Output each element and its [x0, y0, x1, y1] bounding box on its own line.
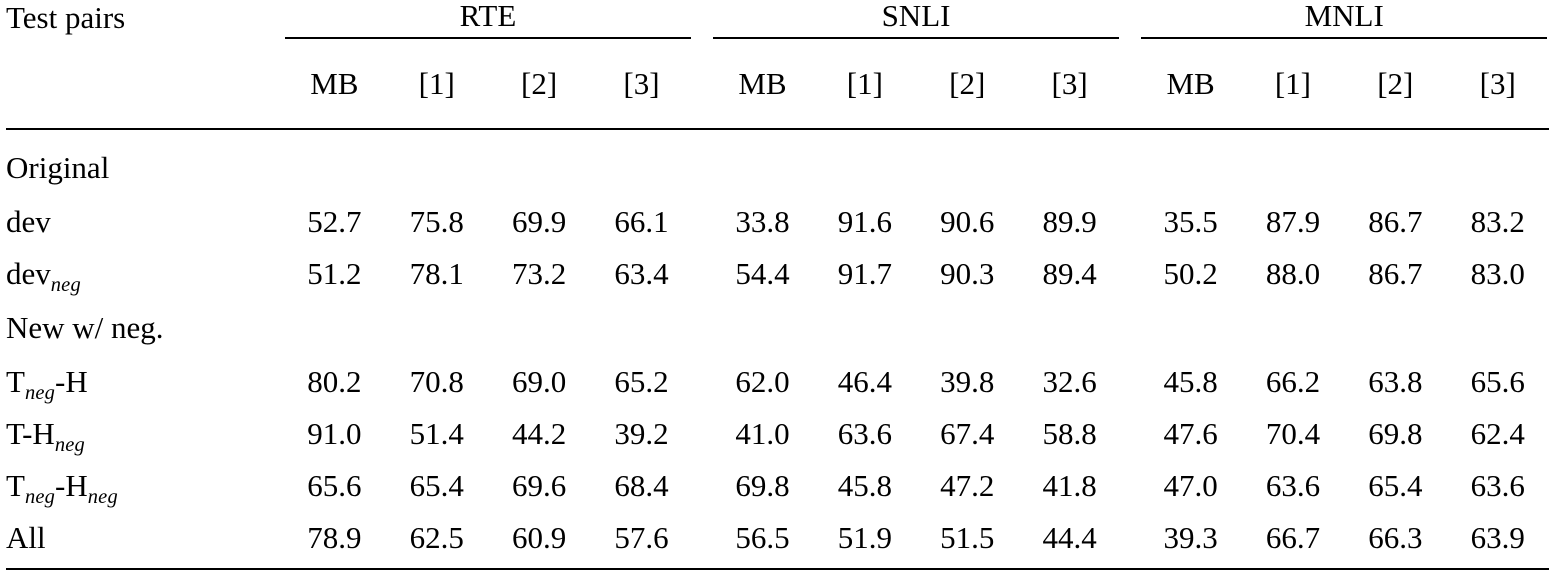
row-gap: [693, 200, 712, 252]
table-cell: 54.4: [735, 256, 790, 291]
column-header-mnli-1: [1]: [1274, 66, 1312, 101]
group-header-snli: [711, 0, 1121, 54]
group-label-snli: SNLI: [881, 0, 951, 33]
row-label: $T-H_{neg}$: [6, 416, 85, 457]
table-cell: 45.8: [837, 468, 892, 503]
table-section-row: [6, 304, 1549, 360]
row-gap: [1121, 464, 1140, 516]
table-cell: 70.4: [1265, 416, 1321, 451]
table-cell: 69.9: [511, 204, 567, 239]
table-cell: 86.7: [1368, 204, 1423, 239]
table-cell: 63.6: [1470, 468, 1525, 503]
table-cell: 90.6: [940, 204, 995, 239]
table-cell: 86.7: [1368, 256, 1423, 291]
table-cell: 83.2: [1470, 204, 1525, 239]
table-cell: 65.4: [1368, 468, 1423, 503]
table-cell: 58.8: [1042, 416, 1097, 451]
table-cell: 51.5: [940, 520, 995, 555]
group-rule-snli: [713, 37, 1119, 39]
group-header-mnli: [1139, 0, 1549, 54]
table-row: [6, 412, 1549, 464]
table-section-row: [6, 144, 1549, 200]
group-label-rte: RTE: [459, 0, 517, 33]
table-cell: 33.8: [735, 204, 790, 239]
group-label-mnli: MNLI: [1304, 0, 1384, 33]
table-cell: 69.8: [735, 468, 790, 503]
table-row: [6, 516, 1549, 569]
table-cell: 65.4: [409, 468, 464, 503]
section-label: Original: [6, 150, 110, 185]
table-cell: 63.9: [1470, 520, 1525, 555]
table-row: [6, 252, 1549, 304]
table-cell: 60.9: [511, 520, 567, 555]
column-header-mnli-3: [3]: [1479, 66, 1516, 101]
table-cell: 47.0: [1163, 468, 1218, 503]
group-header-row: [6, 0, 1549, 54]
group-gap-1: [693, 0, 712, 54]
table-cell: 78.1: [409, 256, 464, 291]
table-cell: 75.8: [409, 204, 464, 239]
table-cell: 51.9: [837, 520, 892, 555]
row-label: dev$_{neg}$: [6, 256, 81, 297]
table-cell: 46.4: [837, 364, 892, 399]
column-header-row: [6, 54, 1549, 129]
column-header-mnli-2: [2]: [1377, 66, 1414, 101]
column-header-rte-mb: MB: [310, 66, 359, 101]
column-header-mnli-mb: MB: [1166, 66, 1215, 101]
table-row: [6, 360, 1549, 412]
table-cell: 35.5: [1163, 204, 1218, 239]
column-header-snli-3: [3]: [1051, 66, 1088, 101]
table-cell: 52.7: [307, 204, 362, 239]
table-cell: 69.8: [1368, 416, 1423, 451]
row-gap: [693, 252, 712, 304]
table-cell: 66.3: [1368, 520, 1423, 555]
row-label: All: [6, 520, 46, 555]
table-cell: 39.8: [940, 364, 995, 399]
table-cell: 67.4: [940, 416, 995, 451]
table-cell: 39.2: [614, 416, 669, 451]
table-cell: 45.8: [1163, 364, 1218, 399]
row-gap: [693, 412, 712, 464]
table-cell: 63.8: [1368, 364, 1423, 399]
table-cell: 44.4: [1042, 520, 1097, 555]
group-rule-rte: [285, 37, 691, 39]
group-rule-mnli: [1141, 37, 1547, 39]
table-row: [6, 200, 1549, 252]
column-header-snli-1: [1]: [846, 66, 883, 101]
section-label: New w/ neg.: [6, 310, 164, 345]
table-cell: 70.8: [409, 364, 464, 399]
table-cell: 80.2: [307, 364, 362, 399]
group-header-rte: [283, 0, 693, 54]
section-row-filler: [283, 304, 1549, 360]
table-cell: 44.2: [511, 416, 567, 451]
table-cell: 89.9: [1042, 204, 1097, 239]
table-cell: 66.1: [614, 204, 669, 239]
column-header-rte-2: [2]: [521, 66, 558, 101]
corner-label: Test pairs: [6, 0, 126, 35]
column-header-snli-mb: MB: [738, 66, 787, 101]
results-table-body: [6, 144, 1549, 569]
table-cell: 39.3: [1163, 520, 1218, 555]
row-gap: [693, 464, 712, 516]
table-cell: 65.2: [614, 364, 669, 399]
row-gap: [693, 360, 712, 412]
table-cell: 57.6: [614, 520, 669, 555]
table-cell: 87.9: [1265, 204, 1321, 239]
table-cell: 47.6: [1163, 416, 1218, 451]
table-cell: 65.6: [307, 468, 362, 503]
group-gap-2: [1121, 0, 1140, 54]
column-header-blank: [6, 54, 283, 129]
table-cell: 65.6: [1470, 364, 1525, 399]
table-cell: 91.6: [837, 204, 892, 239]
row-gap: [1121, 360, 1140, 412]
table-cell: 62.4: [1470, 416, 1525, 451]
row-gap: [1121, 252, 1140, 304]
table-cell: 88.0: [1265, 256, 1321, 291]
row-gap: [1121, 200, 1140, 252]
table-row: [6, 464, 1549, 516]
table-cell: 66.7: [1265, 520, 1321, 555]
table-cell: 63.6: [837, 416, 892, 451]
table-cell: 90.3: [940, 256, 995, 291]
table-cell: 62.0: [735, 364, 790, 399]
table-cell: 69.0: [511, 364, 567, 399]
table-cell: 32.6: [1042, 364, 1097, 399]
table-cell: 51.4: [409, 416, 464, 451]
table-cell: 83.0: [1470, 256, 1525, 291]
table-cell: 63.4: [614, 256, 669, 291]
row-label: $T_{neg}-H_{neg}$: [6, 468, 118, 509]
results-table: [6, 0, 1549, 570]
rule-cell: [6, 129, 1549, 144]
table-cell: 63.6: [1265, 468, 1321, 503]
table-cell: 68.4: [614, 468, 669, 503]
column-gap-2: [1121, 54, 1140, 129]
row-gap: [693, 516, 712, 569]
table-cell: 41.8: [1042, 468, 1097, 503]
table-cell: 47.2: [940, 468, 995, 503]
table-cell: 56.5: [735, 520, 790, 555]
table-cell: 51.2: [307, 256, 362, 291]
table-cell: 66.2: [1265, 364, 1321, 399]
row-gap: [1121, 412, 1140, 464]
row-label: $T_{neg}-H$: [6, 364, 88, 405]
section-row-filler: [283, 144, 1549, 200]
table-cell: 41.0: [735, 416, 790, 451]
table-cell: 50.2: [1163, 256, 1218, 291]
column-header-rte-1: [1]: [418, 66, 455, 101]
column-header-snli-2: [2]: [949, 66, 986, 101]
table-cell: 91.0: [307, 416, 362, 451]
table-cell: 62.5: [409, 520, 464, 555]
column-gap-1: [693, 54, 712, 129]
table-cell: 78.9: [307, 520, 362, 555]
table-cell: 89.4: [1042, 256, 1097, 291]
table-cell: 69.6: [511, 468, 567, 503]
table-cell: 73.2: [511, 256, 567, 291]
row-label: dev: [6, 204, 51, 239]
header-body-rule: [6, 129, 1549, 144]
column-header-rte-3: [3]: [623, 66, 660, 101]
row-gap: [1121, 516, 1140, 569]
table-cell: 91.7: [837, 256, 892, 291]
